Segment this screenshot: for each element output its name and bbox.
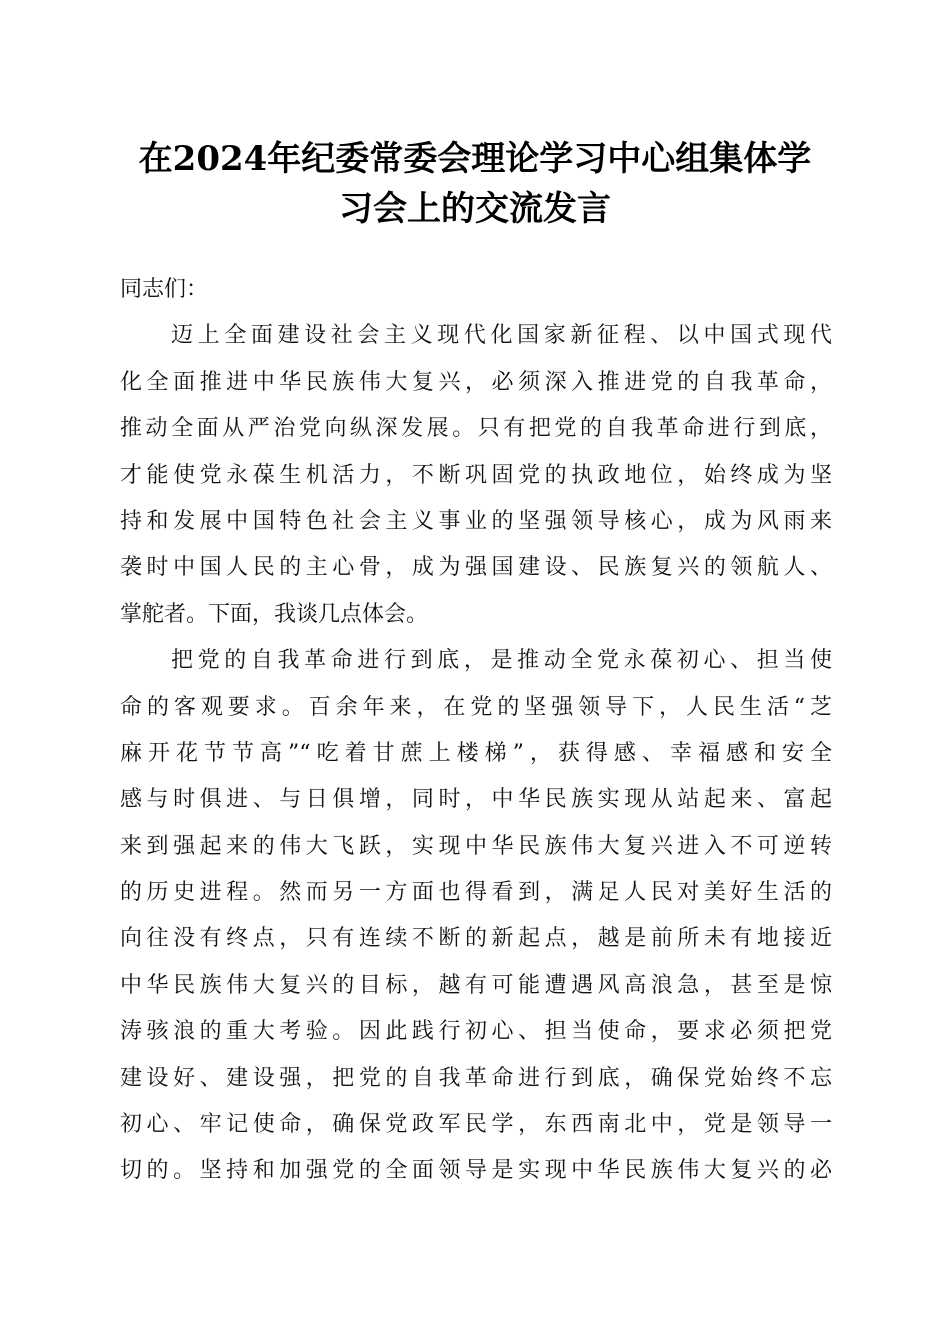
paragraph-line: 持和发展中国特色社会主义事业的坚强领导核心，成为风雨来 <box>120 508 832 534</box>
document-body <box>120 267 832 1195</box>
paragraph-line: 把党的自我革命进行到底，是推动全党永葆初心、担当使 <box>171 648 832 674</box>
title-line: 习会上的交流发言 <box>339 189 611 229</box>
paragraph-line: 推动全面从严治党向纵深发展。只有把党的自我革命进行到底， <box>120 416 832 442</box>
paragraph-line: 中华民族伟大复兴的目标，越有可能遭遇风高浪急，甚至是惊 <box>120 972 832 998</box>
paragraph-1 <box>120 313 832 638</box>
paragraph-2 <box>120 638 832 1195</box>
document-title <box>100 134 850 234</box>
paragraph-line: 切的。坚持和加强党的全面领导是实现中华民族伟大复兴的必 <box>120 1158 832 1184</box>
paragraph-line: 感与时俱进、与日俱增，同时，中华民族实现从站起来、富起 <box>120 787 832 813</box>
salutation: 同志们： <box>120 277 209 302</box>
title-line: 在2024年纪委常委会理论学习中心组集体学 <box>138 139 812 179</box>
paragraph-line: 建设好、建设强，把党的自我革命进行到底，确保党始终不忘 <box>120 1065 832 1091</box>
paragraph-line: 迈上全面建设社会主义现代化国家新征程、以中国式现代 <box>171 323 832 349</box>
paragraph-line: 向往没有终点，只有连续不断的新起点，越是前所未有地接近 <box>120 926 832 952</box>
paragraph-line: 麻开花节节高”“吃着甘蔗上楼梯”，获得感、幸福感和安全 <box>120 740 832 766</box>
paragraph-line: 才能使党永葆生机活力，不断巩固党的执政地位，始终成为坚 <box>120 462 832 488</box>
paragraph-line: 命的客观要求。百余年来，在党的坚强领导下，人民生活“芝 <box>120 694 832 720</box>
paragraph-line: 掌舵者。下面，我谈几点体会。 <box>120 601 429 627</box>
paragraph-line: 化全面推进中华民族伟大复兴，必须深入推进党的自我革命， <box>120 369 832 395</box>
paragraph-line: 袭时中国人民的主心骨，成为强国建设、民族复兴的领航人、 <box>120 555 832 581</box>
paragraph-line: 初心、牢记使命，确保党政军民学，东西南北中，党是领导一 <box>120 1112 832 1138</box>
paragraph-line: 来到强起来的伟大飞跃，实现中华民族伟大复兴进入不可逆转 <box>120 833 832 859</box>
paragraph-line: 涛骇浪的重大考验。因此践行初心、担当使命，要求必须把党 <box>120 1019 832 1045</box>
paragraph-line: 的历史进程。然而另一方面也得看到，满足人民对美好生活的 <box>120 880 832 906</box>
